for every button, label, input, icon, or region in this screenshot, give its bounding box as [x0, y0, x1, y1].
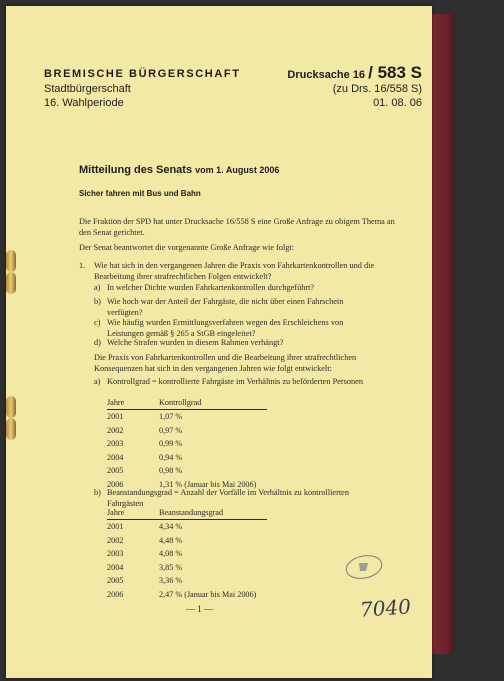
title-main: Mitteilung des Senats — [79, 164, 193, 176]
beanstandungsgrad-table — [107, 506, 267, 601]
table-cell-value: 0,94 % — [159, 452, 183, 462]
table-cell-value: 0,98 % — [159, 466, 183, 476]
table-cell-value: 4,08 % — [159, 549, 183, 559]
table-cell-value: 3,36 % — [159, 576, 183, 586]
page-number: — 1 — — [186, 604, 213, 614]
column-header: Beanstandungsgrad — [159, 506, 267, 520]
subquestion-text: Wie hoch war der Anteil der Fahrgäste, die nicht über einen Fahrschein verfügten? — [107, 297, 344, 317]
binder-ring-icon — [6, 396, 16, 418]
table-row — [107, 437, 267, 451]
handwritten-note: 7040 — [359, 594, 412, 622]
subquestion-text: Welche Strafen wurden in diesem Rahmen verhängt? — [107, 338, 284, 347]
parliament-name: Stadtbürgerschaft — [44, 83, 131, 95]
table-header-row — [107, 396, 267, 410]
table-cell-year: 2003 — [107, 439, 124, 449]
drucksache-number: / 583 S — [368, 63, 422, 82]
column-header: Jahre — [107, 396, 159, 410]
table-row — [107, 520, 267, 534]
binder-ring-icon — [6, 272, 16, 294]
table-cell-year: 2005 — [107, 576, 124, 586]
kontrollgrad-table — [107, 396, 267, 491]
column-header: Kontrollgrad — [159, 396, 267, 410]
subquestion-text: In welcher Dichte wurden Fahrkartenkontrollen durchgeführt? — [107, 283, 315, 292]
table-cell-value: 4,34 % — [159, 522, 183, 532]
archive-stamp-icon — [344, 553, 384, 581]
subquestion-label: b) — [94, 297, 101, 306]
title-date: vom 1. August 2006 — [195, 165, 280, 175]
section-a-text: Kontrollgrad = kontrollierte Fahrgäste im Verhältnis zu beförderten Personen — [107, 377, 363, 386]
table-cell-value: 3,85 % — [159, 562, 183, 572]
table-row — [107, 410, 267, 424]
drucksache-block — [287, 63, 422, 110]
table-cell-value: 1,31 % (Januar bis Mai 2006) — [159, 479, 257, 489]
subquestion-label: d) — [94, 338, 101, 347]
table-cell-year: 2001 — [107, 412, 124, 422]
table-cell-value: 4,48 % — [159, 535, 183, 545]
table-row — [107, 464, 267, 478]
table-row — [107, 534, 267, 548]
legislative-period: 16. Wahlperiode — [44, 97, 124, 109]
table-cell-year: 2002 — [107, 535, 124, 545]
table-row — [107, 561, 267, 575]
document-date: 01. 08. 06 — [373, 97, 422, 109]
section-b-label: b) — [94, 488, 101, 497]
subquestion-text: Wie häufig wurden Ermittlungsverfahren wegen des Erschleichens von Leistungen gemäß § 265 a StGB eingeleitet? — [107, 318, 344, 338]
table-cell-year: 2002 — [107, 425, 124, 435]
table-cell-year: 2004 — [107, 562, 124, 572]
drucksache-line — [287, 63, 422, 82]
intro-statement: Der Senat beantwortet die vorgenannte Große Anfrage wie folgt: — [79, 243, 295, 252]
binder-ring-icon — [6, 418, 16, 440]
question-text: Wie hat sich in den vergangenen Jahren die Praxis von Fahrkartenkontrollen und die Bearbeitung ihrer strafrechtlichen Folgen entwickelt? — [94, 261, 375, 281]
intro-paragraph: Die Fraktion der SPD hat unter Drucksache 16/558 S eine Große Anfrage zu obigem Thema an den Senat gerichtet. — [79, 217, 395, 237]
page-title — [79, 164, 279, 176]
section-b-text: Beanstandungsgrad = Anzahl der Vorfälle im Verhältnis zu kontrollierten Fahrgästen — [107, 488, 350, 508]
table-row — [107, 451, 267, 465]
binder-ring-icon — [6, 250, 16, 272]
table-cell-year: 2006 — [107, 479, 124, 489]
parliament-block — [44, 82, 131, 110]
table-cell-value: 1,07 % — [159, 412, 183, 422]
answer-intro: Die Praxis von Fahrkartenkontrollen und die Bearbeitung ihrer strafrechtlichen Konsequenzen hat sich in den vergangenen Jahren wie folgt entwickelt: — [94, 353, 357, 373]
table-cell-year: 2005 — [107, 466, 124, 476]
table-cell-value: 2,47 % (Januar bis Mai 2006) — [159, 589, 257, 599]
table-row — [107, 574, 267, 588]
table-row — [107, 424, 267, 438]
subquestion-label: c) — [94, 318, 101, 327]
table-row — [107, 588, 267, 602]
table-cell-year: 2003 — [107, 549, 124, 559]
table-row — [107, 547, 267, 561]
organization-name: BREMISCHE BÜRGERSCHAFT — [44, 68, 241, 80]
table-cell-year: 2006 — [107, 589, 124, 599]
question-number: 1. — [79, 261, 86, 270]
section-a-label: a) — [94, 377, 101, 386]
table-cell-value: 0,99 % — [159, 439, 183, 449]
table-header-row — [107, 506, 267, 520]
table-cell-year: 2004 — [107, 452, 124, 462]
table-cell-year: 2001 — [107, 522, 124, 532]
subquestion-label: a) — [94, 283, 101, 292]
drucksache-reference: (zu Drs. 16/558 S) — [332, 83, 422, 95]
table-cell-value: 0,97 % — [159, 425, 183, 435]
drucksache-prefix: Drucksache 16 — [287, 69, 366, 81]
page-subtitle: Sicher fahren mit Bus und Bahn — [79, 189, 201, 198]
column-header: Jahre — [107, 506, 159, 520]
